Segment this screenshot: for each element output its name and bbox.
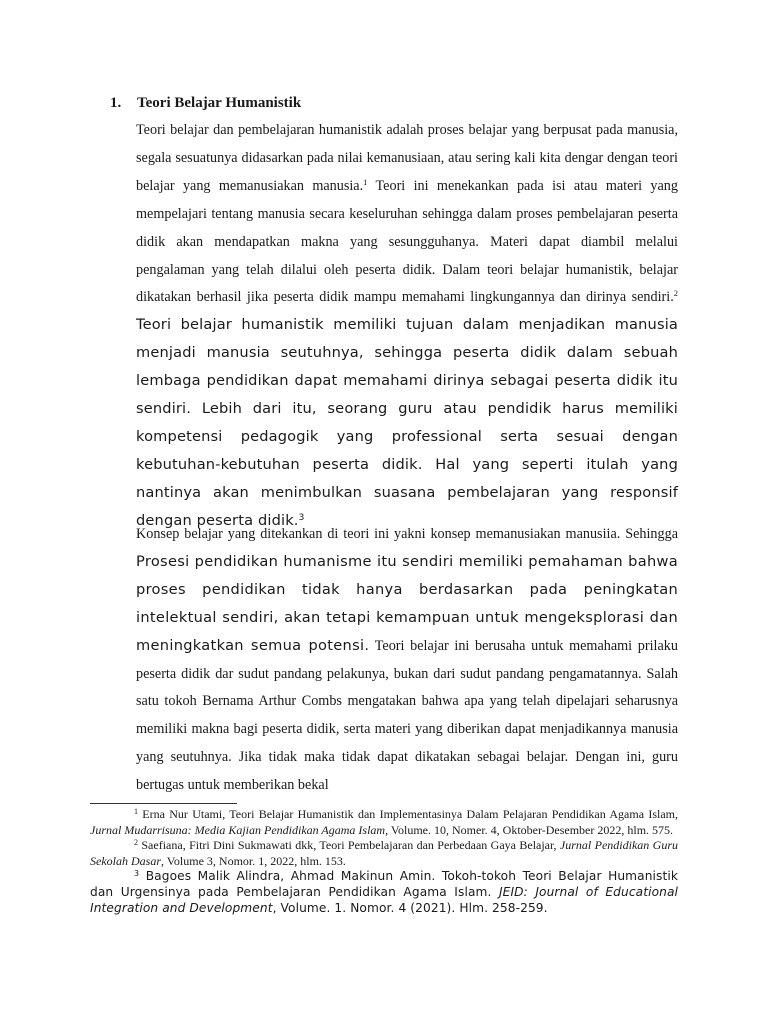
footnote-3-text: Bagoes Malik Alindra, Ahmad Makinun Amin. Tokoh-tokoh Teori Belajar Humanistik dan Urgensinya pada Pembelajaran Pendidikan Agama Islam.	[90, 869, 678, 899]
footnote-1-mark: 1	[134, 807, 138, 816]
footnote-2-journal: Jurnal Pendidikan Guru Sekolah Dasar	[90, 838, 679, 868]
paragraph-1-text-a: Teori belajar dan pembelajaran humanistik adalah proses belajar yang berpusat pada manusia, segala sesuatunya didasarkan pada nilai kemanusiaan, atau sering kali kita dengar dengan teori belajar yang memanusiakan manusia.	[136, 122, 678, 194]
section-title: Teori Belajar Humanistik	[137, 95, 302, 111]
footnote-1-journal: Jurnal Mudarrisuna: Media Kajian Pendidikan Agama Islam	[90, 822, 386, 837]
footnote-2-mark: 2	[134, 838, 138, 848]
footnote-1-details: , Volume. 10, Nomer. 4, Oktober-Desember 2022, hlm. 575.	[385, 822, 674, 837]
footnote-3-mark: 3	[134, 869, 140, 879]
footnote-2	[90, 838, 678, 869]
footnote-2-details: , Volume 3, Nomor. 1, 2022, hlm. 153.	[161, 853, 346, 868]
footnotes	[90, 807, 678, 916]
paragraph-2	[136, 521, 678, 800]
paragraph-1	[136, 117, 678, 536]
paragraph-1-text-c: Teori belajar humanistik memiliki tujuan dalam menjadikan manusia menjadi manusia seutuhnya, sehingga peserta didik dalam sebuah lembaga pendidikan dapat memahami dirinya sebagai peserta didik itu sendiri. Lebih dari itu, seorang guru atau pendidik harus memiliki kompetensi pedagogik yang professional serta sesuai dengan kebutuhan-kebutuhan peserta didik. Hal yang seperti itulah yang nantinya akan menimbulkan suasana pembelajaran yang responsif dengan peserta didik.	[136, 316, 678, 529]
footnote-separator	[90, 803, 237, 804]
footnote-1	[90, 807, 678, 838]
paragraph-1-text-b: Teori ini menekankan pada isi atau materi yang mempelajari tentang manusia secara keseluruhan sehingga dalam proses pembelajaran peserta didik akan mendapatkan makna yang sesungguhanya. Materi dapat diambil melalui pengalaman yang telah dilalui oleh peserta didik. Dalam teori belajar humanistik, belajar dikatakan berhasil jika peserta didik mampu memahami lingkungannya dan dirinya sendiri.	[136, 177, 678, 306]
footnote-1-text: Erna Nur Utami, Teori Belajar Humanistik dan Implementasinya Dalam Pelajaran Pendidikan Agama Islam,	[138, 807, 678, 821]
footnote-ref-2: 2	[673, 288, 678, 299]
paragraph-2-text-b: Prosesi pendidikan humanisme itu sendiri memiliki pemahaman bahwa proses pendidikan tidak hanya berdasarkan pada peningkatan intelektual sendiri, akan tetapi kemampuan untuk mengeksplorasi dan meningkatkan semua potensi.	[136, 552, 678, 654]
paragraph-2-text-a: Konsep belajar yang ditekankan di teori ini yakni konsep memanusiakan manusiia. Sehingga	[136, 526, 678, 542]
section-number: 1.	[110, 95, 122, 111]
footnote-3-journal: JEID: Journal of Educational Integration and Development	[90, 884, 679, 915]
footnote-3-details: , Volume. 1. Nomor. 4 (2021). Hlm. 258-259.	[272, 900, 548, 915]
section-heading	[110, 93, 301, 113]
footnote-3	[90, 869, 678, 916]
footnote-ref-1: 1	[363, 176, 368, 187]
footnote-ref-3: 3	[298, 512, 305, 523]
footnote-2-text: Saefiana, Fitri Dini Sukmawati dkk, Teori Pembelajaran dan Perbedaan Gaya Belajar,	[138, 838, 560, 853]
paragraph-2-text-c: Teori belajar ini berusaha untuk memahami prilaku peserta didik dar sudut pandang pelakunya, bukan dari sudut pandang pengamatannya. Salah satu tokoh Bernama Arthur Combs mengatakan bahwa apa yang telah dipelajari seharusnya memiliki makna bagi peserta didik, serta materi yang diberikan dapat menjadikannya manusia yang seutuhnya. Jika tidak maka tidak dapat dikatakan sebagai belajar. Dengan ini, guru bertugas untuk memberikan bekal	[136, 637, 678, 794]
